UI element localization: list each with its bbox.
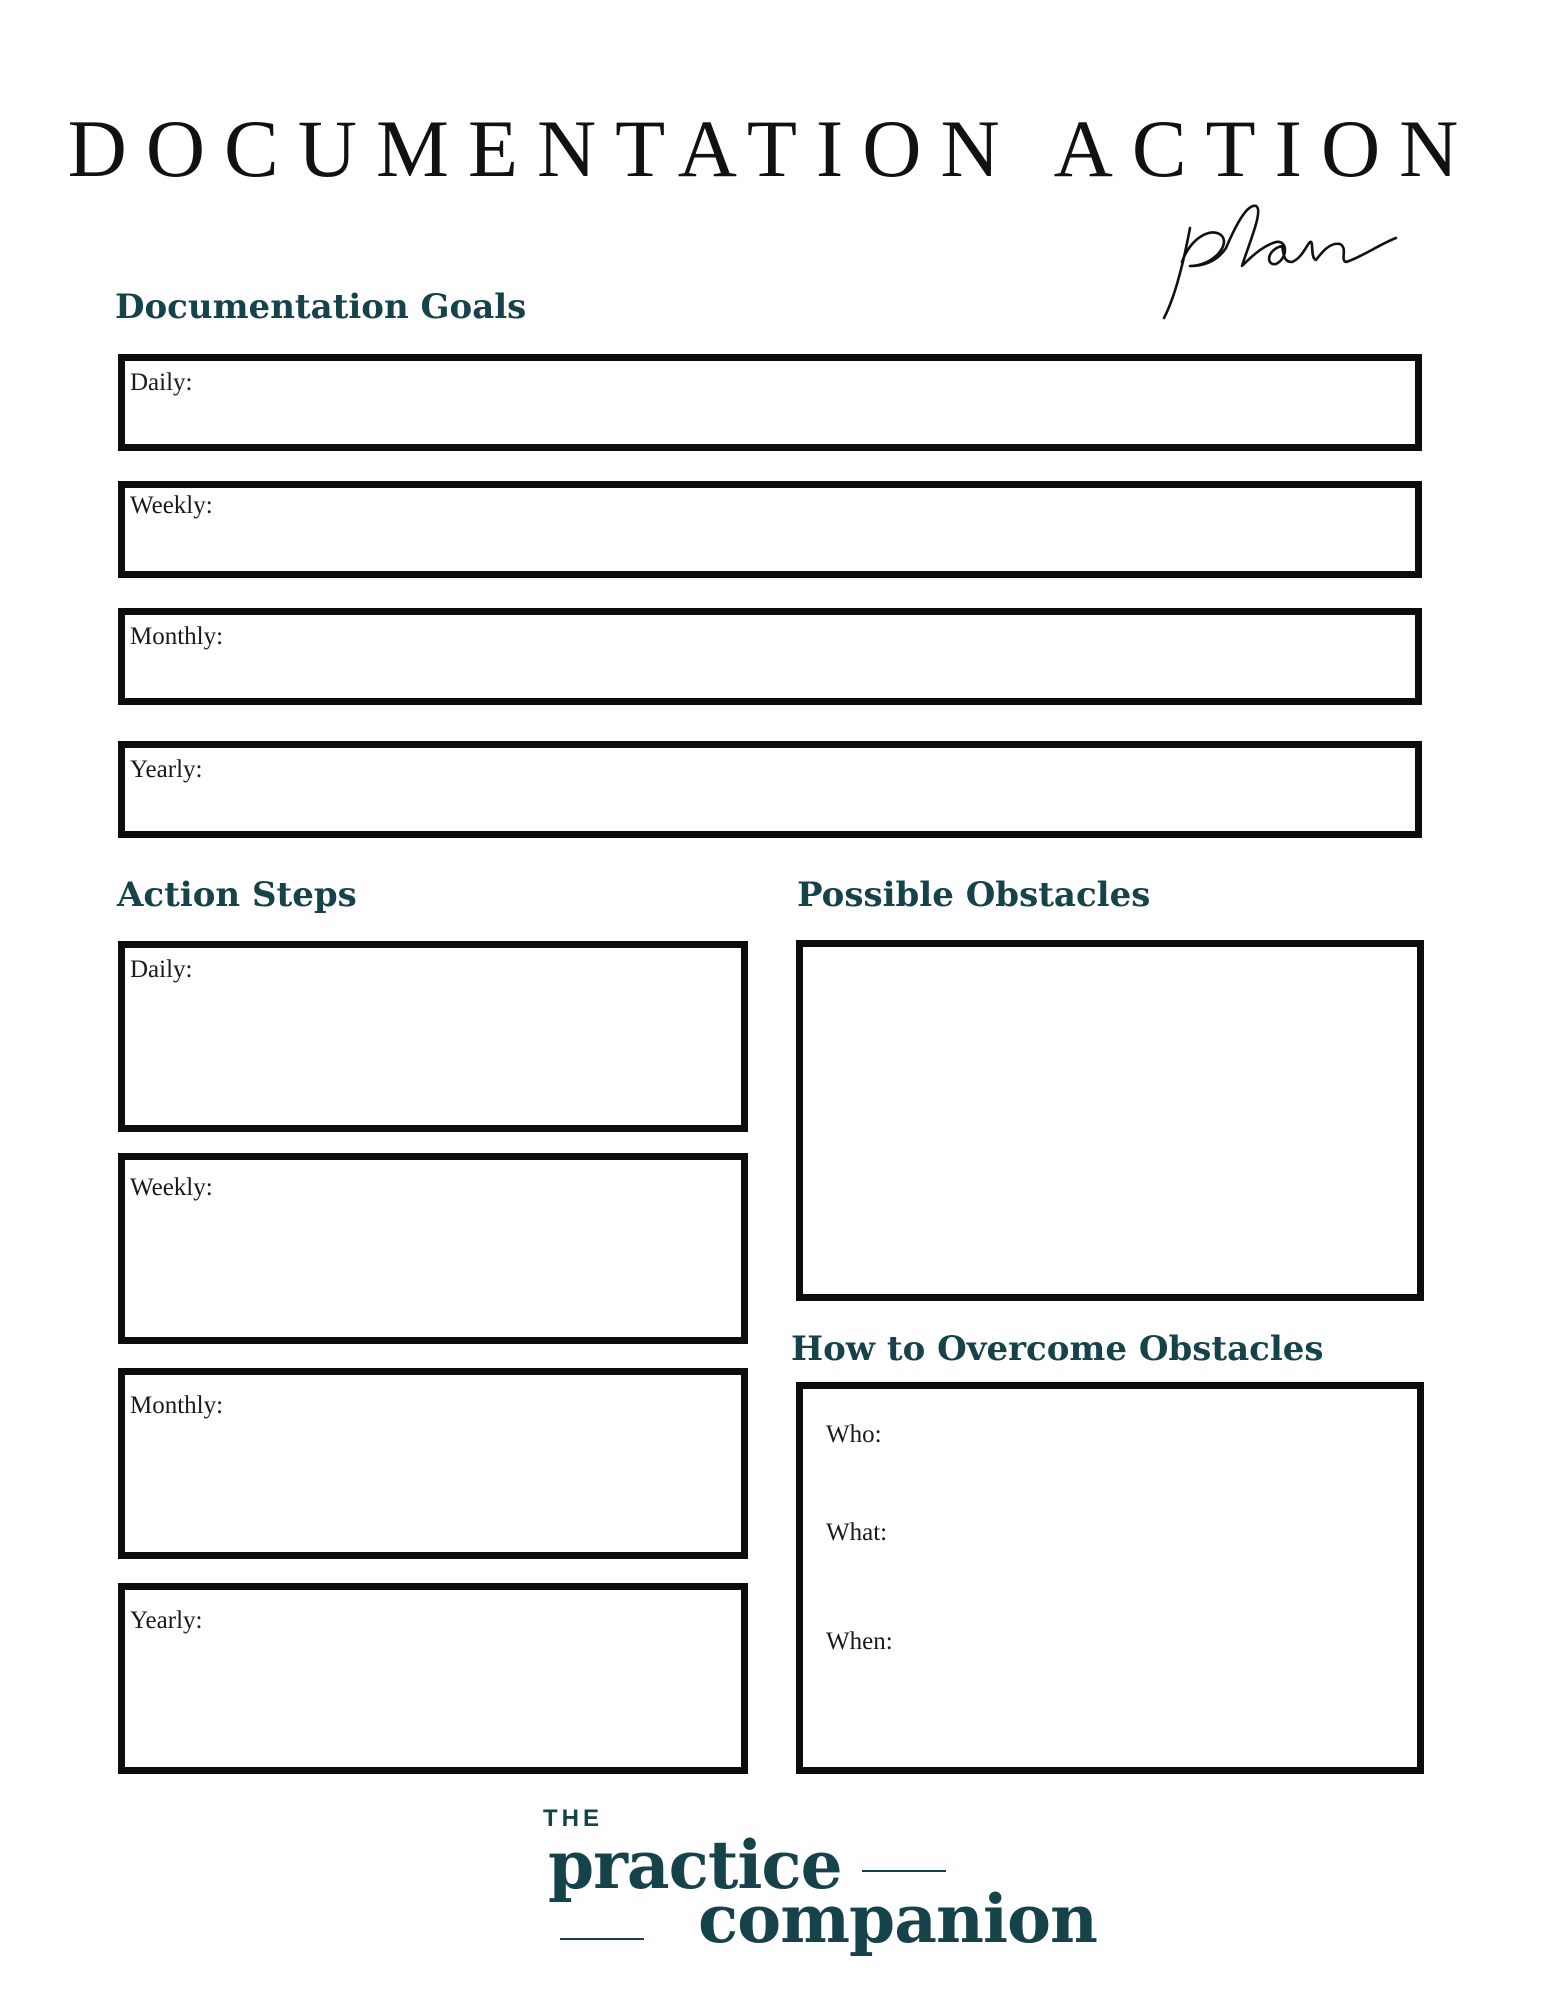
logo-practice-text: practice (548, 1826, 842, 1904)
goal-daily-box[interactable] (118, 354, 1422, 451)
action-monthly-box[interactable] (118, 1368, 748, 1559)
action-yearly-label: Yearly: (130, 1607, 203, 1634)
overcome-obstacles-heading: How to Overcome Obstacles (791, 1329, 1324, 1369)
action-steps-heading: Action Steps (117, 875, 357, 915)
goal-weekly-box[interactable] (118, 481, 1422, 578)
goal-yearly-label: Yearly: (130, 756, 203, 783)
logo-line-left (560, 1938, 644, 1940)
logo-companion-text: companion (698, 1880, 1098, 1958)
logo-line-right (862, 1870, 946, 1872)
overcome-obstacles-box[interactable] (796, 1382, 1424, 1774)
possible-obstacles-heading: Possible Obstacles (797, 875, 1151, 915)
possible-obstacles-box[interactable] (796, 940, 1424, 1301)
goal-monthly-label: Monthly: (130, 623, 224, 650)
script-plan-lettering (1160, 200, 1400, 330)
action-daily-box[interactable] (118, 941, 748, 1132)
overcome-who-label: Who: (826, 1421, 882, 1448)
goal-weekly-label: Weekly: (130, 492, 213, 519)
goal-daily-label: Daily: (130, 369, 193, 396)
logo-the-text: THE (543, 1805, 603, 1832)
goal-yearly-box[interactable] (118, 741, 1422, 838)
overcome-when-label: When: (826, 1628, 893, 1655)
action-weekly-label: Weekly: (130, 1174, 213, 1201)
action-yearly-box[interactable] (118, 1583, 748, 1774)
action-weekly-box[interactable] (118, 1153, 748, 1344)
action-daily-label: Daily: (130, 956, 193, 983)
action-monthly-label: Monthly: (130, 1392, 224, 1419)
documentation-goals-heading: Documentation Goals (115, 287, 527, 327)
page-title: DOCUMENTATION ACTION (67, 103, 1478, 194)
overcome-what-label: What: (826, 1519, 888, 1546)
goal-monthly-box[interactable] (118, 608, 1422, 705)
